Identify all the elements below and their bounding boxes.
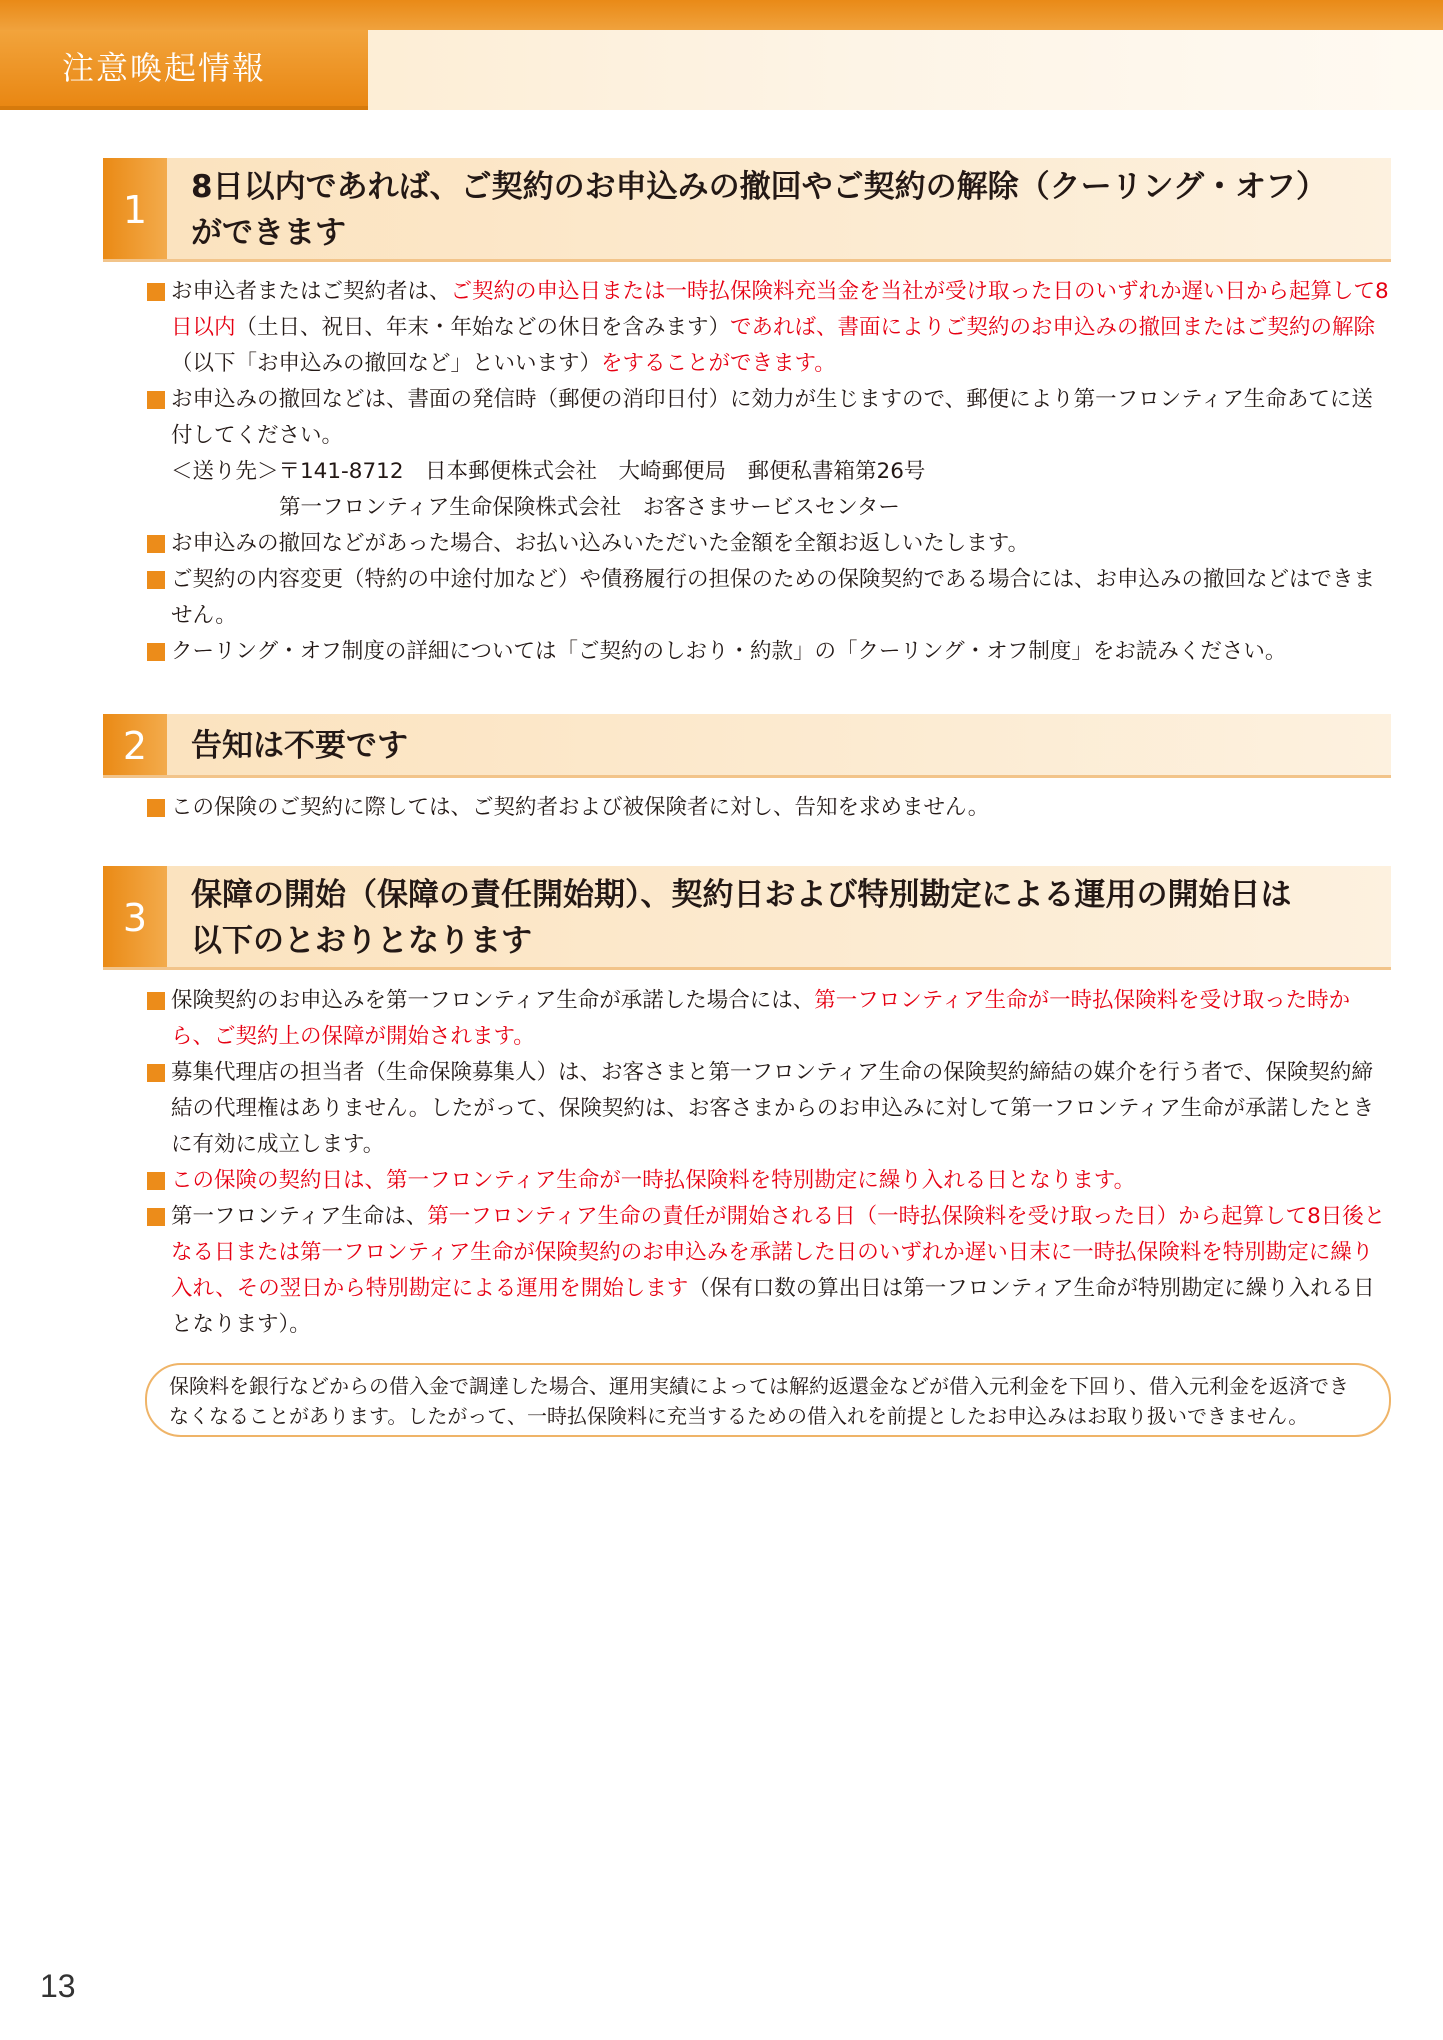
bullet-square-icon	[147, 283, 165, 301]
bullet-square-icon	[147, 535, 165, 553]
bullet-square-icon	[147, 391, 165, 409]
section-3-body	[147, 983, 1392, 1343]
list-item: 第一フロンティア生命は、第一フロンティア生命の責任が開始される日（一時払保険料を受け取った日）から起算して8日後となる日または第一フロンティア生命が保険契約のお申込みを承諾した日のいずれか遅い日末に一時払保険料を特別勘定に繰り入れ、その翌日から特別勘定による運用を開始します（保有口数の算出日は第一フロンティア生命が特別勘定に繰り入れる日となります）。	[147, 1199, 1392, 1343]
list-item: 保険契約のお申込みを第一フロンティア生命が承諾した場合には、第一フロンティア生命が一時払保険料を受け取った時から、ご契約上の保障が開始されます。	[147, 983, 1392, 1055]
list-item: お申込みの撤回などがあった場合、お払い込みいただいた金額を全額お返しいたします。	[147, 526, 1392, 562]
section-2-header	[103, 714, 1391, 778]
section-2-title: 告知は不要です	[191, 728, 408, 764]
section-1-header	[103, 158, 1391, 262]
section-3-header	[103, 866, 1391, 970]
section-2-number: 2	[103, 714, 167, 775]
mailing-address-recipient: 第一フロンティア生命保険株式会社 お客さまサービスセンター	[279, 495, 900, 520]
list-item: クーリング・オフ制度の詳細については「ご契約のしおり・約款」の「クーリング・オフ制度」をお読みください。	[147, 634, 1392, 670]
section-1-body	[147, 274, 1392, 670]
bullet-square-icon	[147, 1172, 165, 1190]
list-item: 募集代理店の担当者（生命保険募集人）は、お客さまと第一フロンティア生命の保険契約締結の媒介を行う者で、保険契約締結の代理権はありません。したがって、保険契約は、お客さまからのお申込みに対して第一フロンティア生命が承諾したときに有効に成立します。	[147, 1055, 1392, 1163]
bullet-square-icon	[147, 1064, 165, 1082]
list-item: ご契約の内容変更（特約の中途付加など）や債務履行の担保のための保険契約である場合には、お申込みの撤回などはできません。	[147, 562, 1392, 634]
mailing-address-line: ＜送り先＞〒141-8712 日本郵便株式会社 大崎郵便局 郵便私書箱第26号	[171, 459, 926, 484]
list-item: この保険の契約日は、第一フロンティア生命が一時払保険料を特別勘定に繰り入れる日となります。	[147, 1163, 1392, 1199]
page-number: 13	[40, 1968, 76, 2004]
loan-warning-notice: 保険料を銀行などからの借入金で調達した場合、運用実績によっては解約返還金などが借入元利金を下回り、借入元利金を返済できなくなることがあります。したがって、一時払保険料に充当するための借入れを前提としたお申込みはお取り扱いできません。	[145, 1363, 1391, 1437]
bullet-square-icon	[147, 799, 165, 817]
section-3-number: 3	[103, 866, 167, 967]
bullet-square-icon	[147, 643, 165, 661]
list-item: お申込者またはご契約者は、ご契約の申込日または一時払保険料充当金を当社が受け取った日のいずれか遅い日から起算して8日以内（土日、祝日、年末・年始などの休日を含みます）であれば、書面によりご契約のお申込みの撤回またはご契約の解除（以下「お申込みの撤回など」といいます）をすることができます。	[147, 274, 1392, 382]
top-orange-band	[0, 0, 1443, 30]
section-1-number: 1	[103, 158, 167, 259]
list-item: この保険のご契約に際しては、ご契約者および被保険者に対し、告知を求めません。	[147, 790, 1392, 826]
section-1-title: 8日以内であれば、ご契約のお申込みの撤回やご契約の解除（クーリング・オフ） ができます	[191, 169, 1328, 251]
bullet-square-icon	[147, 571, 165, 589]
section-2-body	[147, 790, 1392, 826]
bullet-square-icon	[147, 1208, 165, 1226]
list-item: お申込みの撤回などは、書面の発信時（郵便の消印日付）に効力が生じますので、郵便により第一フロンティア生命あてに送付してください。	[147, 382, 1392, 454]
section-3-title: 保障の開始（保障の責任開始期）、契約日および特別勘定による運用の開始日は 以下のとおりとなります	[191, 877, 1292, 959]
bullet-square-icon	[147, 992, 165, 1010]
page-category-tab: 注意喚起情報	[0, 30, 368, 110]
